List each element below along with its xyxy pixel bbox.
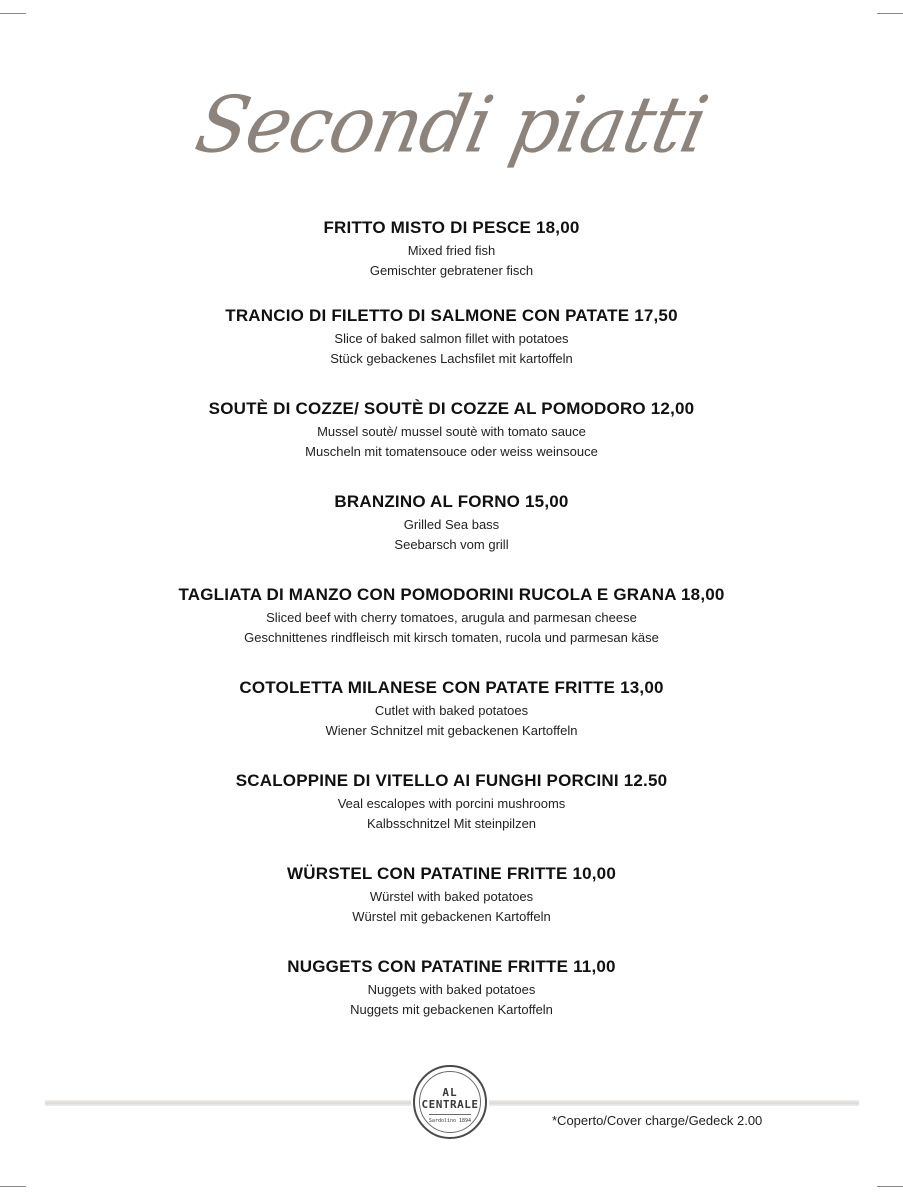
dish-english: Grilled Sea bass xyxy=(403,517,500,532)
dish-name: WÜRSTEL CON PATATINE FRITTE 10,00 xyxy=(287,864,616,883)
footer-rule-right xyxy=(489,1100,859,1106)
dish-item xyxy=(0,305,903,369)
dish-german: Würstel mit gebackenen Kartoffeln xyxy=(352,909,551,924)
cover-charge-note: *Coperto/Cover charge/Gedeck 2.00 xyxy=(552,1113,763,1128)
dish-item xyxy=(0,770,903,834)
dish-english: Nuggets with baked potatoes xyxy=(367,982,536,997)
dish-german: Geschnittenes rindfleisch mit kirsch tomaten, rucola und parmesan käse xyxy=(244,630,659,645)
dish-item xyxy=(0,863,903,927)
dish-name: COTOLETTA MILANESE CON PATATE FRITTE 13,00 xyxy=(239,678,664,697)
crop-mark-bottom-left xyxy=(0,1186,26,1187)
dish-german: Seebarsch vom grill xyxy=(394,537,509,552)
dish-english: Mussel soutè/ mussel soutè with tomato sauce xyxy=(317,424,586,439)
dish-name: SOUTÈ DI COZZE/ SOUTÈ DI COZZE AL POMODORO 12,00 xyxy=(208,399,695,418)
dish-english: Mixed fried fish xyxy=(407,243,496,258)
title-block xyxy=(0,58,903,198)
logo-divider xyxy=(429,1114,471,1115)
dish-german: Nuggets mit gebackenen Kartoffeln xyxy=(350,1002,553,1017)
dish-english: Würstel with baked potatoes xyxy=(369,889,534,904)
dish-german: Muscheln mit tomatensouce oder weiss weinsouce xyxy=(305,444,598,459)
dish-german: Stück gebackenes Lachsfilet mit kartoffeln xyxy=(330,351,573,366)
dish-item xyxy=(0,217,903,281)
dish-english: Sliced beef with cherry tomatoes, arugula and parmesan cheese xyxy=(266,610,637,625)
dish-german: Gemischter gebratener fisch xyxy=(369,263,534,278)
logo-text-small: Sardolino 1894 xyxy=(428,1118,472,1124)
dish-english: Veal escalopes with porcini mushrooms xyxy=(337,796,566,811)
dish-name: TRANCIO DI FILETTO DI SALMONE CON PATATE 17,50 xyxy=(225,306,678,325)
footer-rule-left xyxy=(45,1100,411,1106)
dish-name: BRANZINO AL FORNO 15,00 xyxy=(334,492,569,511)
dish-english: Cutlet with baked potatoes xyxy=(374,703,529,718)
dish-name: NUGGETS CON PATATINE FRITTE 11,00 xyxy=(287,957,616,976)
crop-mark-top-left xyxy=(0,13,26,14)
logo-text-centrale: CENTRALE xyxy=(421,1098,479,1111)
crop-mark-top-right xyxy=(877,13,903,14)
dish-item xyxy=(0,584,903,648)
dish-german: Kalbsschnitzel Mit steinpilzen xyxy=(366,816,537,831)
dish-item xyxy=(0,491,903,555)
page-title: Secondi piatti xyxy=(188,79,715,171)
logo-text-al: AL xyxy=(442,1086,458,1099)
dish-item xyxy=(0,677,903,741)
dish-item xyxy=(0,398,903,462)
crop-mark-bottom-right xyxy=(877,1186,903,1187)
dish-name: TAGLIATA DI MANZO CON POMODORINI RUCOLA E GRANA 18,00 xyxy=(178,585,725,604)
dish-item xyxy=(0,956,903,1020)
dish-german: Wiener Schnitzel mit gebackenen Kartoffeln xyxy=(325,723,578,738)
dish-name: SCALOPPINE DI VITELLO AI FUNGHI PORCINI 12.50 xyxy=(235,771,668,790)
dish-name: FRITTO MISTO DI PESCE 18,00 xyxy=(323,218,580,237)
restaurant-logo xyxy=(413,1065,487,1139)
dish-english: Slice of baked salmon fillet with potatoes xyxy=(334,331,569,346)
